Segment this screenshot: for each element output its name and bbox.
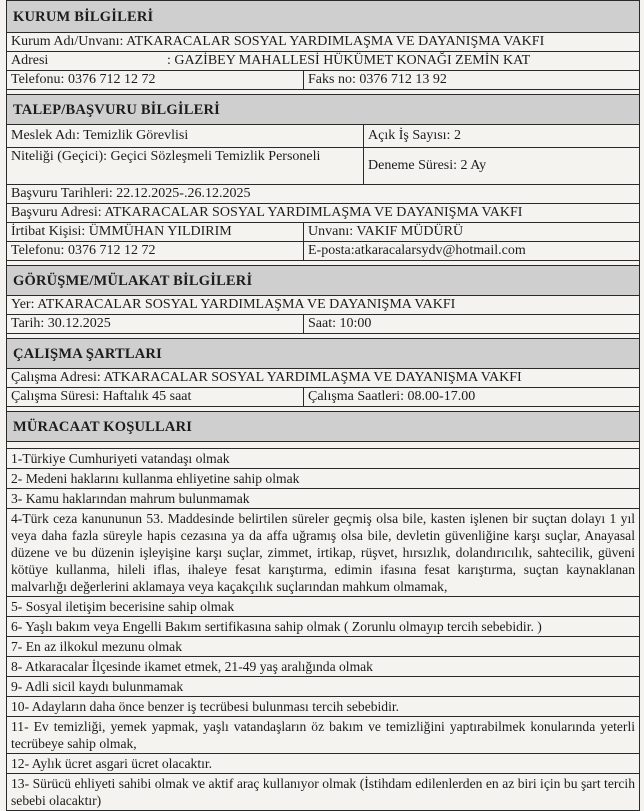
- talep-nitelik-row: [7, 147, 639, 184]
- muracaat-item: 12- Aylık ücret asgari ücret olacaktır.: [7, 753, 639, 773]
- talep-irtibat-row: [7, 222, 639, 241]
- talep-acik-is: Açık İş Sayısı: 2: [363, 125, 639, 147]
- muracaat-item: 9- Adli sicil kaydı bulunmamak: [7, 676, 639, 696]
- talep-niteligi: Niteliği (Geçici): Geçici Sözleşmeli Temizlik Personeli: [11, 149, 321, 164]
- talep-heading: TALEP/BAŞVURU BİLGİLERİ: [7, 94, 639, 124]
- muracaat-item: 10- Adayların daha önce benzer iş tecrübesi bulunması tercih sebebidir.: [7, 696, 639, 716]
- kurum-adres-row: [7, 51, 639, 70]
- calisma-saatler: Çalışma Saatleri: 08.00-17.00: [303, 388, 639, 406]
- gorusme-tarih: Tarih: 30.12.2025: [11, 316, 111, 331]
- kurum-telefon-row: [7, 70, 639, 89]
- muracaat-item: 4-Türk ceza kanununun 53. Maddesinde belirtilen süreler geçmiş olsa bile, kasten işlenen bir suçtan dolayı 1 yıl veya daha fazla süreyle hapis cezasına ya da affa uğramış olsa bile, devletin güvenliğine karşı suçlar, Anayasal düzene ve bu düzenin işleyişine karşı suçlar, zimmet, irtikap, rüşvet, hırsızlık, dolandırıcılık, sahtecilik, güveni kötüye kullanma, hileli iflas, ihaleye fesat karıştırma, edimin ifasına fesat karıştırma, suçtan kaynaklanan malvarlığı değerlerini aklamaya veya kaçakçılık suçlarından mahkum olmamak,: [7, 508, 639, 596]
- kurum-adi-row: [7, 32, 639, 51]
- kurum-adres-value: : GAZİBEY MAHALLESİ HÜKÜMET KONAĞI ZEMİN KAT: [167, 53, 531, 68]
- talep-eposta: E-posta:atkaracalarsydv@hotmail.com: [303, 242, 639, 260]
- calisma-sure-row: [7, 387, 639, 406]
- calisma-adres-row: [7, 368, 639, 387]
- talep-adres: Başvuru Adresi: ATKARACALAR SOSYAL YARDIMLAŞMA VE DAYANIŞMA VAKFI: [11, 205, 523, 220]
- talep-tarihler: Başvuru Tarihleri: 22.12.2025-.26.12.2025: [11, 186, 251, 201]
- form-table: [6, 0, 640, 811]
- muracaat-item: 8- Atkaracalar İlçesinde ikamet etmek, 21-49 yaş aralığında olmak: [7, 656, 639, 676]
- talep-unvan: Unvanı: VAKIF MÜDÜRÜ: [303, 223, 639, 241]
- muracaat-item: 6- Yaşlı bakım veya Engelli Bakım sertifikasına sahip olmak ( Zorunlu olmayıp tercih sebebidir. ): [7, 616, 639, 636]
- muracaat-item: 1-Türkiye Cumhuriyeti vatandaşı olmak: [7, 448, 639, 468]
- gorusme-heading: GÖRÜŞME/MÜLAKAT BİLGİLERİ: [7, 265, 639, 295]
- kurum-adi-unvani: Kurum Adı/Unvanı: ATKARACALAR SOSYAL YARDIMLAŞMA VE DAYANIŞMA VAKFI: [11, 34, 545, 49]
- muracaat-item: 11- Ev temizliği, yemek yapmak, yaşlı vatandaşların öz bakım ve temizliğini yaptırabilmek konularında yeterli tecrübeye sahip olmak,: [7, 716, 639, 753]
- kurum-faks: Faks no: 0376 712 13 92: [303, 71, 639, 89]
- kurum-telefon: Telefonu: 0376 712 12 72: [11, 72, 156, 87]
- section-gap: [7, 441, 639, 448]
- kurum-adres-label: Adresi: [11, 53, 49, 68]
- muracaat-item: 2- Medeni haklarını kullanma ehliyetine sahip olmak: [7, 468, 639, 488]
- talep-telefon-row: [7, 241, 639, 260]
- talep-irtibat: İrtibat Kişisi: ÜMMÜHAN YILDIRIM: [11, 224, 232, 239]
- talep-meslek: Meslek Adı: Temizlik Görevlisi: [11, 128, 189, 143]
- kurum-adres: [7, 52, 639, 70]
- muracaat-item: 3- Kamu haklarından mahrum bulunmamak: [7, 488, 639, 508]
- gorusme-yer: Yer: ATKARACALAR SOSYAL YARDIMLAŞMA VE DAYANIŞMA VAKFI: [11, 297, 456, 312]
- gorusme-tarih-row: [7, 314, 639, 333]
- muracaat-item: 5- Sosyal iletişim becerisine sahip olmak: [7, 596, 639, 616]
- talep-telefon: Telefonu: 0376 712 12 72: [11, 243, 156, 258]
- muracaat-item: 13- Sürücü ehliyeti sahibi olmak ve aktif araç kullanıyor olmak (İstihdam edilenlerden en az biri için bu şart tercih sebebi olacaktır): [7, 773, 639, 810]
- talep-tarihler-row: [7, 184, 639, 203]
- calisma-heading: ÇALIŞMA ŞARTLARI: [7, 338, 639, 368]
- gorusme-saat: Saat: 10:00: [303, 315, 639, 333]
- talep-meslek-row: [7, 124, 639, 147]
- muracaat-heading: MÜRACAAT KOŞULLARI: [7, 411, 639, 441]
- kurum-heading: KURUM BİLGİLERİ: [7, 0, 639, 32]
- gorusme-yer-row: [7, 295, 639, 314]
- calisma-sure: Çalışma Süresi: Haftalık 45 saat: [11, 389, 192, 404]
- muracaat-item: 7- En az ilkokul mezunu olmak: [7, 636, 639, 656]
- talep-deneme: Deneme Süresi: 2 Ay: [363, 148, 639, 184]
- talep-adres-row: [7, 203, 639, 222]
- calisma-adres: Çalışma Adresi: ATKARACALAR SOSYAL YARDIMLAŞMA VE DAYANIŞMA VAKFI: [11, 370, 522, 385]
